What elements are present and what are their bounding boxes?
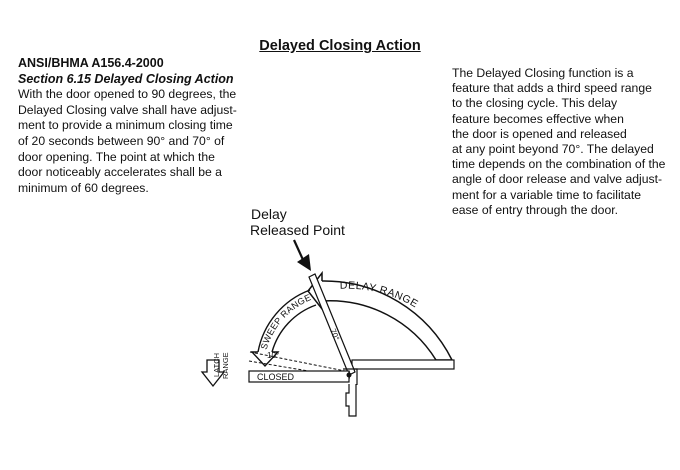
description-line: ease of entry through the door. bbox=[452, 202, 619, 217]
sweep-range-label: SWEEP RANGE bbox=[258, 292, 313, 351]
description-line: time depends on the combination of the bbox=[452, 157, 666, 172]
standard-name: ANSI/BHMA A156.4-2000 bbox=[18, 56, 164, 70]
standard-text-line: minimum of 60 degrees. bbox=[18, 180, 149, 195]
release-point-arrow bbox=[294, 240, 311, 271]
release-label-line2: Released Point bbox=[250, 222, 345, 238]
description-line: The Delayed Closing function is a bbox=[452, 66, 634, 80]
description-line: angle of door release and valve adjust- bbox=[452, 172, 663, 187]
description-line: ment for a variable time to facilitate bbox=[452, 187, 641, 202]
standard-text-line: of 20 seconds between 90° and 70° of bbox=[18, 133, 225, 148]
door-open-position bbox=[352, 360, 454, 369]
delay-range-label: DELAY RANGE bbox=[339, 279, 421, 311]
standard-text-line: ment to provide a minimum closing time bbox=[18, 118, 233, 133]
standard-text-line: door opening. The point at which the bbox=[18, 149, 215, 164]
standard-text-line: With the door opened to 90 degrees, the bbox=[18, 87, 237, 102]
door-angle-70-label: 70° bbox=[328, 327, 342, 342]
section-heading: Section 6.15 Delayed Closing Action bbox=[18, 71, 234, 86]
description-line: the door is opened and released bbox=[452, 126, 627, 141]
release-label-line1: Delay bbox=[251, 206, 287, 222]
page-title: Delayed Closing Action bbox=[259, 38, 421, 54]
latch-range-label-line1: LATCH bbox=[212, 352, 221, 377]
description-line: to the closing cycle. This delay bbox=[452, 96, 618, 111]
latch-angle-10-label: 10° bbox=[267, 351, 280, 360]
description-line: at any point beyond 70°. The delayed bbox=[452, 142, 654, 157]
description-line: feature that adds a third speed range bbox=[452, 81, 652, 96]
standard-text-line: Delayed Closing valve shall have adjust- bbox=[18, 102, 237, 117]
description-line: feature becomes effective when bbox=[452, 111, 624, 126]
standard-text-line: door noticeably accelerates shall be a bbox=[18, 165, 222, 180]
closed-label: CLOSED bbox=[257, 372, 295, 382]
latch-range-label-line2: RANGE bbox=[221, 352, 230, 379]
